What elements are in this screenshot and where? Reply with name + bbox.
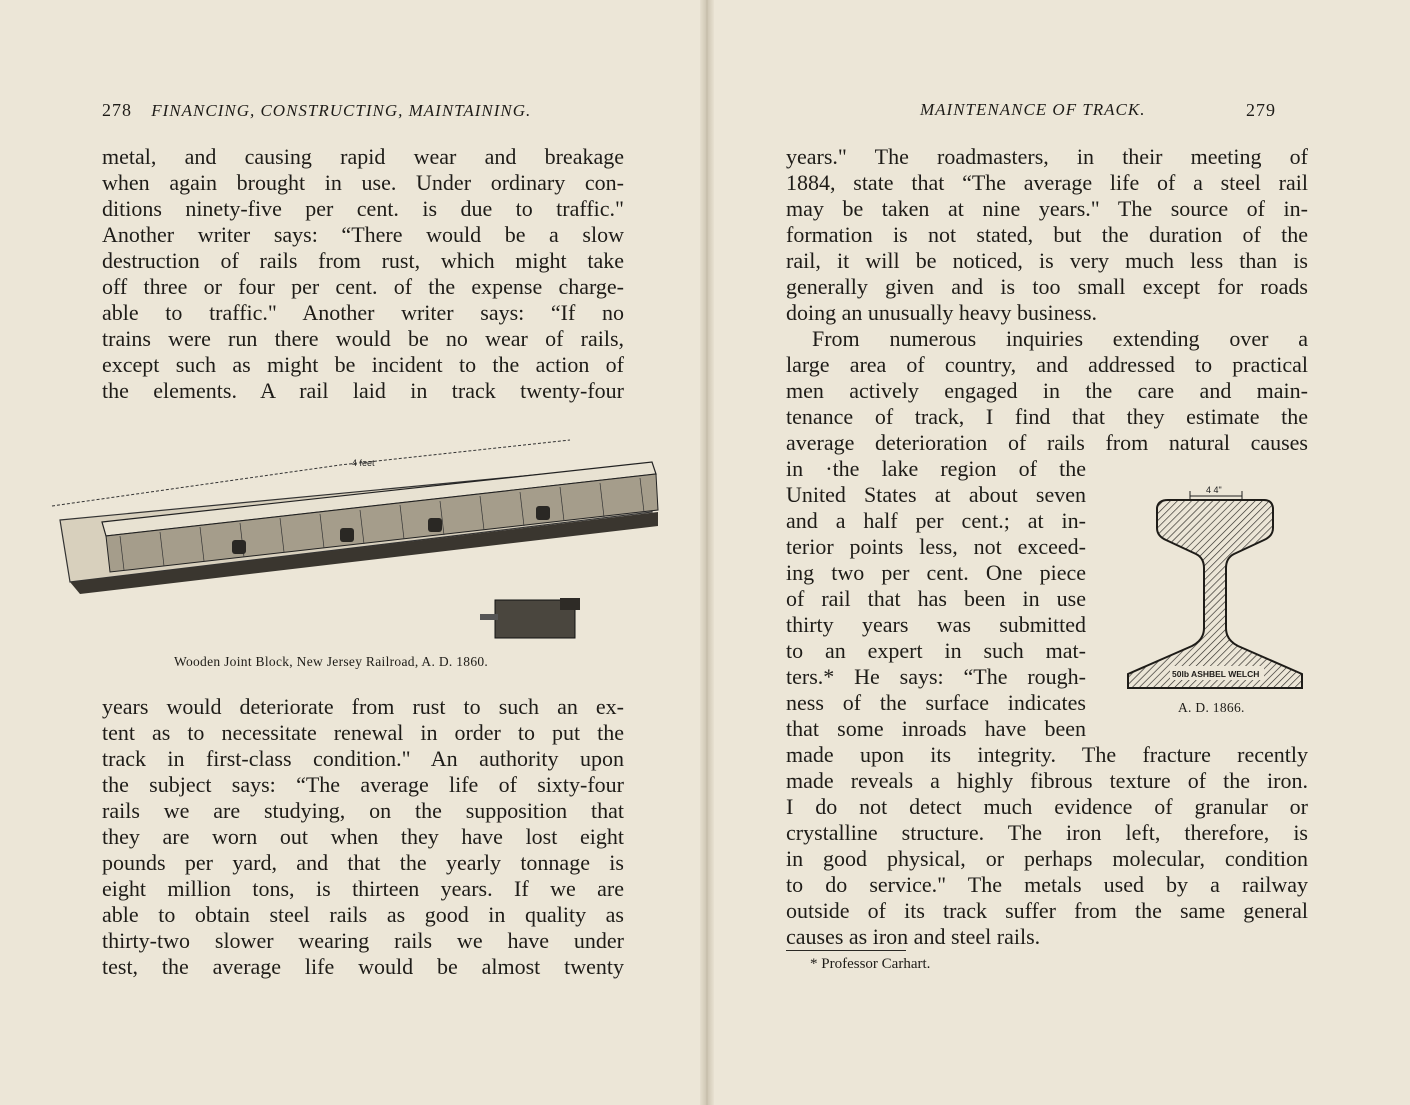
text-line: to do service." The metals used by a railway <box>786 872 1308 897</box>
left-paragraph-2 <box>102 694 624 980</box>
text-line: of rail that has been in use <box>786 586 1086 611</box>
text-line: test, the average life would be almost twenty <box>102 954 624 979</box>
text-line: the elements. A rail laid in track twenty-four <box>102 378 624 403</box>
figure-length-label: 4 feet <box>352 458 375 468</box>
text-line: track in first-class condition." An authority upon <box>102 746 624 771</box>
text-line: rail, it will be noticed, is very much less than is <box>786 248 1308 273</box>
left-page-number: 278 <box>102 100 132 120</box>
text-line: 1884, state that “The average life of a steel rail <box>786 170 1308 195</box>
text-line: thirty years was submitted <box>786 612 1086 637</box>
right-narrow-paragraph <box>786 456 1086 742</box>
text-line: generally given and is too small except for roads <box>786 274 1308 299</box>
text-line: trains were run there would be no wear of rails, <box>102 326 624 351</box>
text-line: formation is not stated, but the duration of the <box>786 222 1308 247</box>
text-line: tent as to necessitate renewal in order to put the <box>102 720 624 745</box>
right-running-title: MAINTENANCE OF TRACK. <box>920 100 1146 119</box>
footnote-rule <box>786 950 906 951</box>
text-line: years." The roadmasters, in their meeting of <box>786 144 1308 169</box>
text-line: ters.* He says: “The rough- <box>786 664 1086 689</box>
text-line: made upon its integrity. The fracture recently <box>786 742 1308 767</box>
right-paragraph-1 <box>786 144 1308 326</box>
rail-width-label: 4 4" <box>1206 485 1222 495</box>
left-paragraph-1 <box>102 144 624 404</box>
right-page <box>714 0 1410 1105</box>
text-line: when again brought in use. Under ordinary con- <box>102 170 624 195</box>
right-paragraph-3 <box>786 742 1308 950</box>
text-line: except such as might be incident to the action of <box>102 352 624 377</box>
text-line: to an expert in such mat- <box>786 638 1086 663</box>
text-line: the subject says: “The average life of sixty-four <box>102 772 624 797</box>
text-line: able to obtain steel rails as good in quality as <box>102 902 624 927</box>
text-line: that some inroads have been <box>786 716 1086 741</box>
footnote: * Professor Carhart. <box>810 956 931 972</box>
text-line: crystalline structure. The iron left, therefore, is <box>786 820 1308 845</box>
text-line: eight million tons, is thirteen years. If we are <box>102 876 624 901</box>
rail-section-illustration <box>1122 478 1312 692</box>
text-line: average deterioration of rails from natural causes <box>786 430 1308 455</box>
right-paragraph-2 <box>786 326 1308 456</box>
text-line: in good physical, or perhaps molecular, condition <box>786 846 1308 871</box>
text-line: metal, and causing rapid wear and breakage <box>102 144 624 169</box>
text-line: From numerous inquiries extending over a <box>812 326 1308 351</box>
text-line: I do not detect much evidence of granular or <box>786 794 1308 819</box>
rail-stamp-text: 50lb ASHBEL WELCH <box>1172 669 1260 679</box>
text-line: causes as iron and steel rails. <box>786 924 1041 949</box>
text-line: outside of its track suffer from the same general <box>786 898 1308 923</box>
left-running-head <box>102 100 602 121</box>
text-line: pounds per yard, and that the yearly tonnage is <box>102 850 624 875</box>
joint-block-caption: Wooden Joint Block, New Jersey Railroad, A. D. 1860. <box>174 654 489 669</box>
text-line: they are worn out when they have lost eight <box>102 824 624 849</box>
text-line: terior points less, not exceed- <box>786 534 1086 559</box>
text-line: made reveals a highly fibrous texture of the iron. <box>786 768 1308 793</box>
text-line: Another writer says: “There would be a slow <box>102 222 624 247</box>
right-running-head <box>920 100 1390 120</box>
book-gutter <box>700 0 714 1105</box>
right-page-number: 279 <box>1246 100 1276 120</box>
text-line: able to traffic." Another writer says: “If no <box>102 300 624 325</box>
text-line: men actively engaged in the care and main- <box>786 378 1308 403</box>
text-line: United States at about seven <box>786 482 1086 507</box>
text-line: doing an unusually heavy business. <box>786 300 1098 325</box>
text-line: in ·the lake region of the <box>786 456 1086 481</box>
text-line: large area of country, and addressed to practical <box>786 352 1308 377</box>
text-line: rails we are studying, on the supposition that <box>102 798 624 823</box>
text-line: ness of the surface indicates <box>786 690 1086 715</box>
left-running-title: FINANCING, CONSTRUCTING, MAINTAINING. <box>151 101 532 120</box>
text-line: years would deteriorate from rust to such an ex- <box>102 694 624 719</box>
text-line: thirty-two slower wearing rails we have under <box>102 928 624 953</box>
text-line: ing two per cent. One piece <box>786 560 1086 585</box>
text-line: ditions ninety-five per cent. is due to traffic." <box>102 196 624 221</box>
rail-section-caption: A. D. 1866. <box>1178 700 1245 715</box>
text-line: may be taken at nine years." The source of in- <box>786 196 1308 221</box>
left-page <box>0 0 700 1105</box>
joint-block-illustration <box>40 432 665 647</box>
text-line: tenance of track, I find that they estimate the <box>786 404 1308 429</box>
text-line: off three or four per cent. of the expense charge- <box>102 274 624 299</box>
text-line: destruction of rails from rust, which might take <box>102 248 624 273</box>
text-line: and a half per cent.; at in- <box>786 508 1086 533</box>
